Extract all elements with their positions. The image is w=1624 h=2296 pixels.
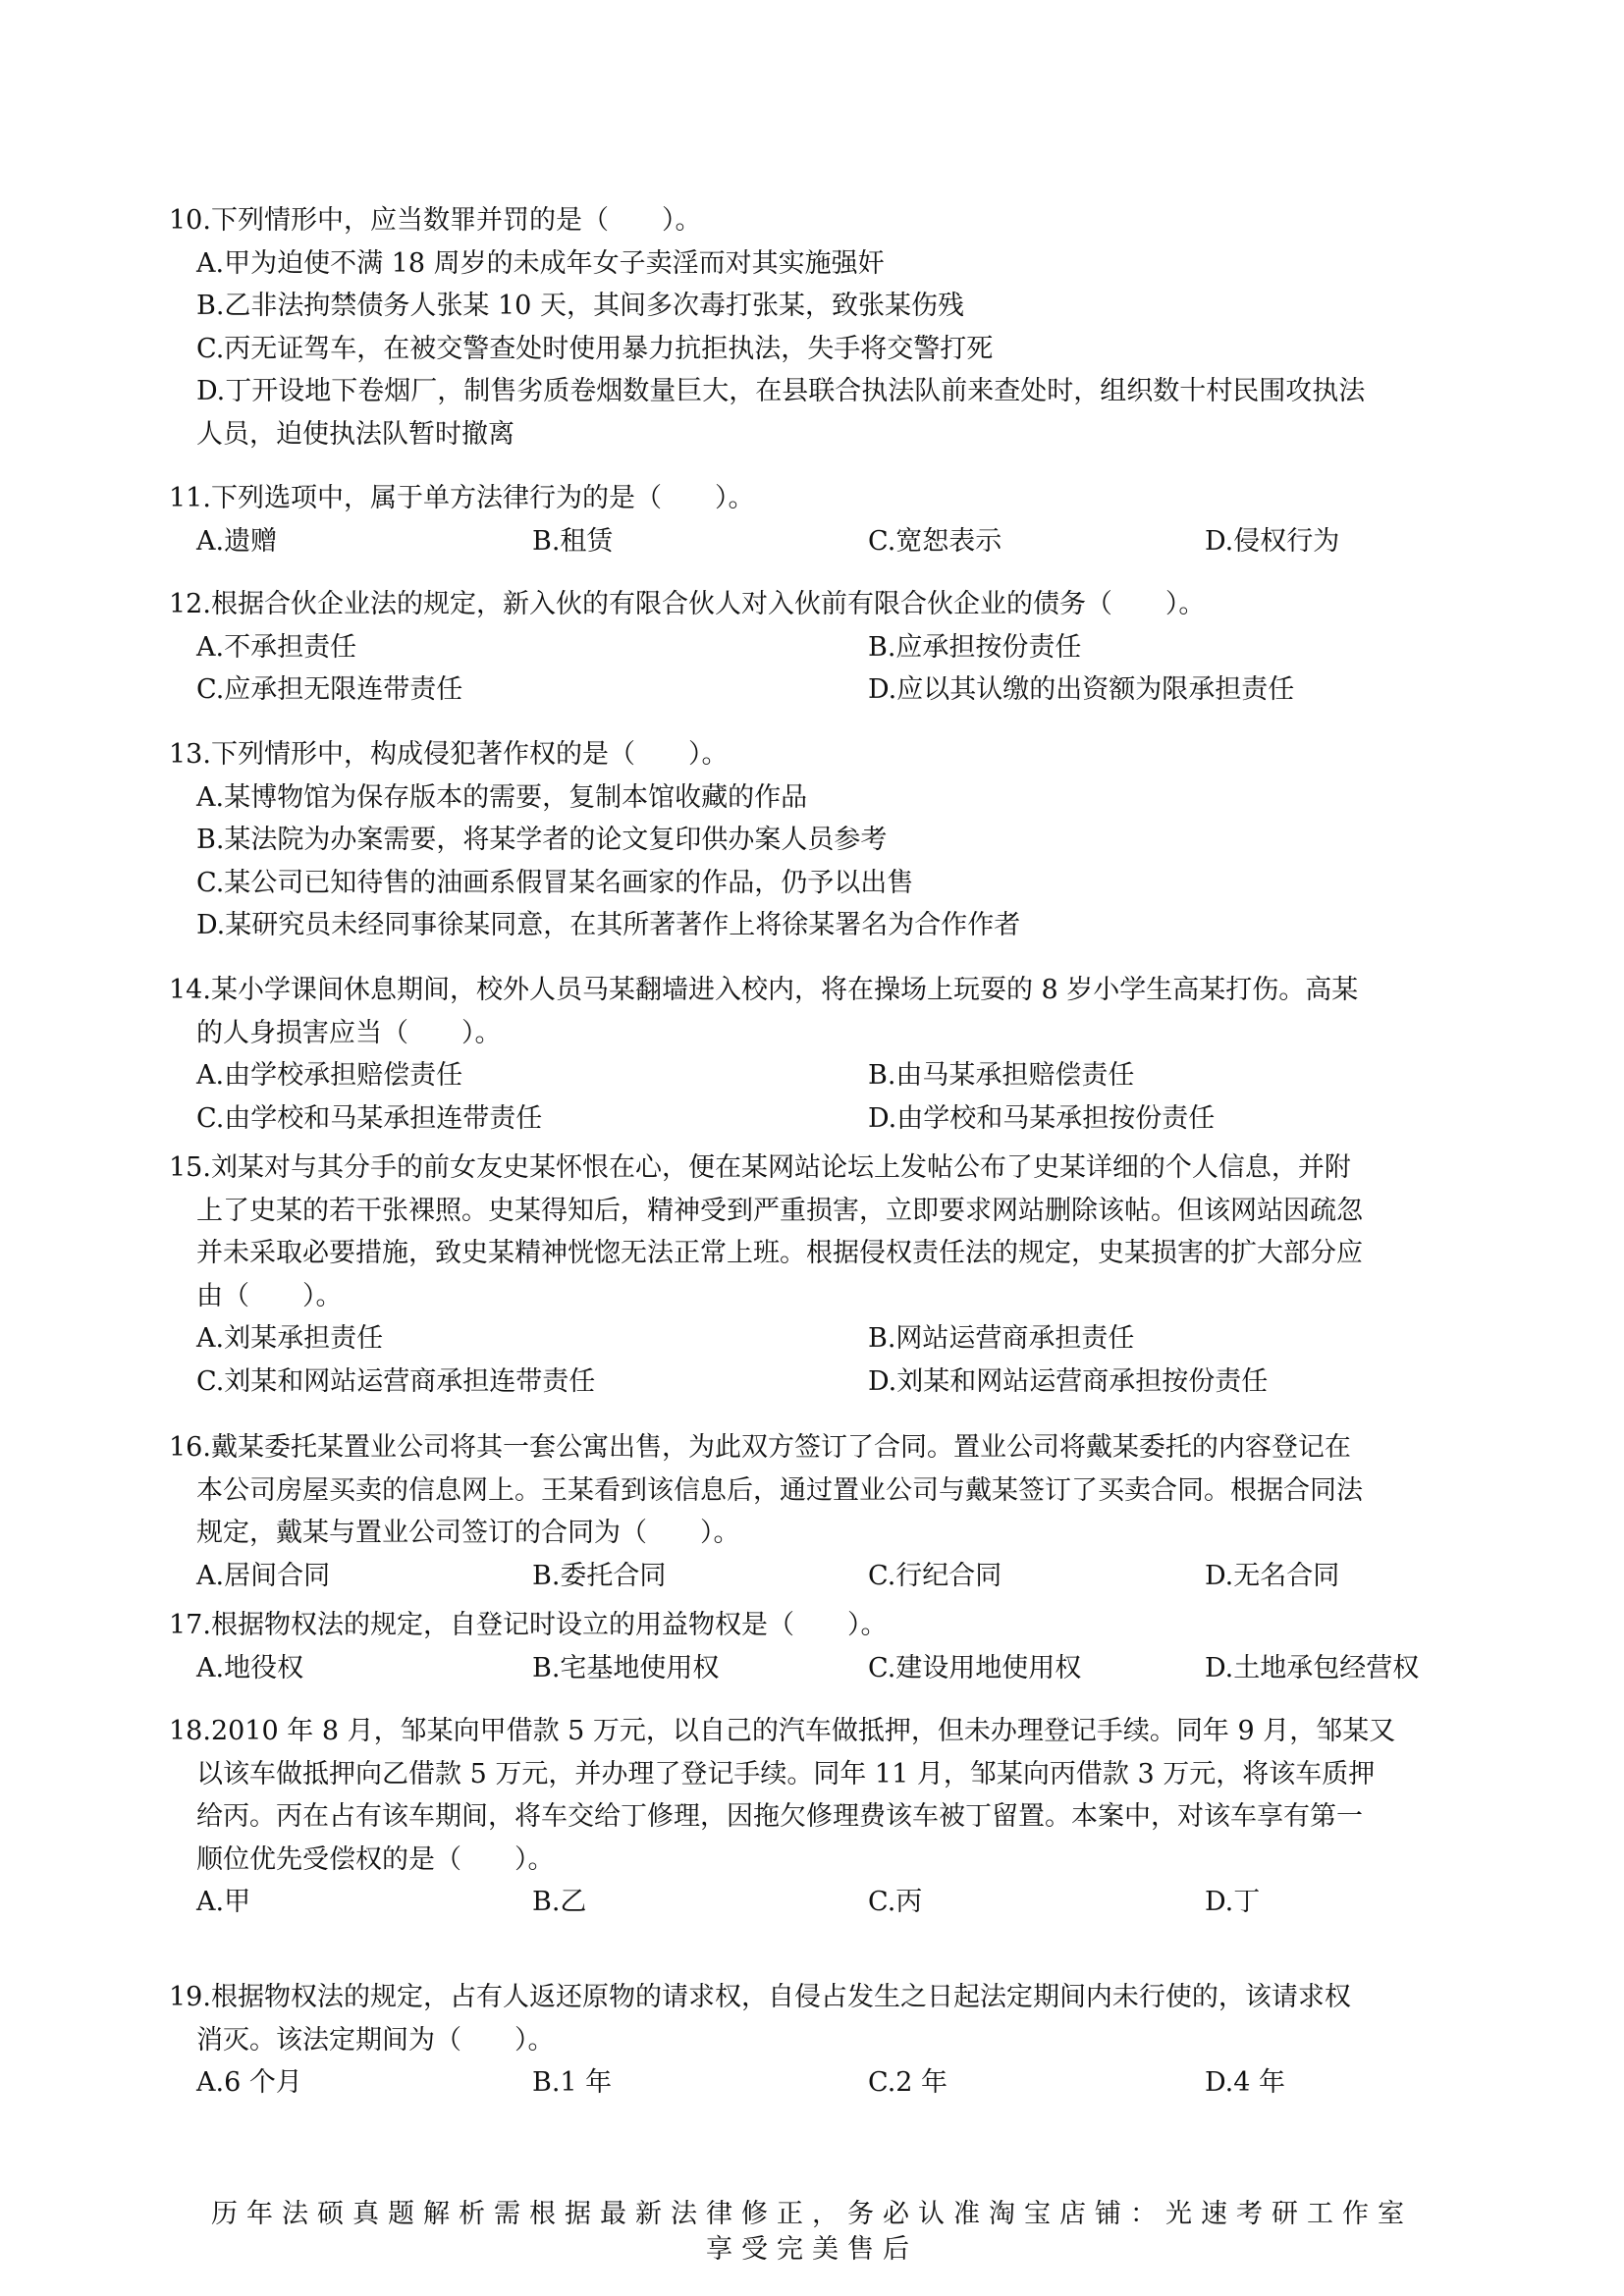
answer-option: A.地役权 <box>196 1652 304 1683</box>
answer-option: A.不承担责任 <box>196 631 357 663</box>
option-line: D.某研究员未经同事徐某同意，在其所著著作上将徐某署名为合作作者 <box>196 910 1021 940</box>
question-stem: 18.2010 年 8 月，邹某向甲借款 5 万元，以自己的汽车做抵押，但未办理登记手续。同年 9 月，邹某又 <box>169 1716 1396 1746</box>
option-line: C.某公司已知待售的油画系假冒某名画家的作品，仍予以出售 <box>196 867 914 898</box>
answer-option: D.应以其认缴的出资额为限承担责任 <box>868 674 1295 705</box>
option-row <box>169 1054 1460 1097</box>
option-row <box>169 668 1460 712</box>
page-footer <box>0 2197 1624 2268</box>
answer-option: A.6 个月 <box>196 2067 302 2098</box>
question-stem-continued: 以该车做抵押向乙借款 5 万元，并办理了登记手续。同年 11 月，邹某向丙借款 3 万元，将该车质押 <box>196 1758 1376 1789</box>
answer-option: C.刘某和网站运营商承担连带责任 <box>196 1365 596 1397</box>
question-block <box>169 1604 1460 1689</box>
option-row <box>169 2061 1460 2105</box>
question-block <box>169 969 1460 1140</box>
answer-option: C.宽恕表示 <box>868 525 1002 557</box>
answer-option: C.建设用地使用权 <box>868 1652 1082 1683</box>
answer-option: B.委托合同 <box>532 1560 667 1591</box>
answer-option: D.侵权行为 <box>1205 525 1340 557</box>
option-row <box>169 1317 1460 1361</box>
answer-option: C.行纪合同 <box>868 1560 1002 1591</box>
answer-option: C.由学校和马某承担连带责任 <box>196 1102 543 1134</box>
answer-option: A.居间合同 <box>196 1560 331 1591</box>
question-stem: 17.根据物权法的规定，自登记时设立的用益物权是（ ）。 <box>169 1610 888 1640</box>
question-block <box>169 199 1460 455</box>
answer-option: B.宅基地使用权 <box>532 1652 720 1683</box>
option-row <box>169 1361 1460 1404</box>
footer-line-2: 享受完美售后 <box>706 2234 918 2265</box>
answer-option: D.无名合同 <box>1205 1560 1340 1591</box>
question-stem-continued: 顺位优先受偿权的是（ ）。 <box>196 1843 555 1875</box>
question-stem: 11.下列选项中，属于单方法律行为的是（ ）。 <box>169 483 755 513</box>
question-stem-continued: 消灭。该法定期间为（ ）。 <box>196 2024 555 2056</box>
question-block <box>169 733 1460 947</box>
question-block <box>169 583 1460 712</box>
question-stem-continued: 的人身损害应当（ ）。 <box>196 1017 502 1048</box>
question-block <box>169 477 1460 562</box>
question-stem-continued: 并未采取必要措施，致史某精神恍惚无法正常上班。根据侵权责任法的规定，史某损害的扩大部分应 <box>196 1238 1363 1268</box>
answer-option: B.乙 <box>532 1887 587 1917</box>
question-stem: 10.下列情形中，应当数罪并罚的是（ ）。 <box>169 205 702 236</box>
answer-option: C.应承担无限连带责任 <box>196 674 463 705</box>
option-line: A.甲为迫使不满 18 周岁的未成年女子卖淫而对其实施强奸 <box>196 247 885 279</box>
question-stem: 13.下列情形中，构成侵犯著作权的是（ ）。 <box>169 739 729 770</box>
option-line: C.丙无证驾车，在被交警查处时使用暴力抗拒执法，失手将交警打死 <box>196 333 994 364</box>
answer-option: B.由马某承担赔偿责任 <box>868 1060 1135 1091</box>
question-stem: 14.某小学课间休息期间，校外人员马某翻墙进入校内，将在操场上玩耍的 8 岁小学生高某打伤。高某 <box>169 975 1359 1005</box>
answer-option: A.刘某承担责任 <box>196 1323 384 1354</box>
answer-option: B.租赁 <box>532 525 614 557</box>
question-block <box>169 1710 1460 1924</box>
answer-option: D.4 年 <box>1205 2067 1286 2098</box>
question-block <box>169 1976 1460 2105</box>
question-stem: 12.根据合伙企业法的规定，新入伙的有限合伙人对入伙前有限合伙企业的债务（ ）。 <box>169 589 1206 619</box>
question-stem-continued: 给丙。丙在占有该车期间，将车交给丁修理，因拖欠修理费该车被丁留置。本案中，对该车享有第一 <box>196 1801 1363 1832</box>
answer-option: B.1 年 <box>532 2067 613 2098</box>
option-line: A.某博物馆为保存版本的需要，复制本馆收藏的作品 <box>196 781 808 813</box>
answer-option: D.刘某和网站运营商承担按份责任 <box>868 1365 1269 1397</box>
question-stem: 19.根据物权法的规定，占有人返还原物的请求权，自侵占发生之日起法定期间内未行使的，该请求权 <box>169 1982 1351 2012</box>
option-row <box>169 1555 1460 1598</box>
option-row <box>169 626 1460 669</box>
option-line: 人员，迫使执法队暂时撤离 <box>196 418 514 450</box>
answer-option: A.由学校承担赔偿责任 <box>196 1060 463 1091</box>
option-row <box>169 1097 1460 1141</box>
option-row <box>169 1881 1460 1924</box>
question-stem: 16.戴某委托某置业公司将其一套公寓出售，为此双方签订了合同。置业公司将戴某委托的内容登记在 <box>169 1432 1351 1463</box>
answer-option: D.由学校和马某承担按份责任 <box>868 1102 1216 1134</box>
option-line: D.丁开设地下卷烟厂，制售劣质卷烟数量巨大，在县联合执法队前来查处时，组织数十村民围攻执法 <box>196 376 1366 406</box>
answer-option: D.丁 <box>1205 1887 1261 1917</box>
answer-option: C.丙 <box>868 1887 923 1917</box>
answer-option: A.甲 <box>196 1887 251 1917</box>
question-stem-continued: 规定，戴某与置业公司签订的合同为（ ）。 <box>196 1518 740 1548</box>
answer-option: A.遗赠 <box>196 525 278 557</box>
option-row <box>169 520 1460 563</box>
footer-line-1: 历年法硕真题解析需根据最新法律修正，务必认准淘宝店铺：光速考研工作室 <box>211 2199 1413 2229</box>
question-stem-continued: 由（ ）。 <box>196 1280 343 1311</box>
option-line: B.乙非法拘禁债务人张某 10 天，其间多次毒打张某，致张某伤残 <box>196 291 964 321</box>
answer-option: D.土地承包经营权 <box>1205 1652 1420 1683</box>
answer-option: B.网站运营商承担责任 <box>868 1323 1135 1354</box>
question-stem-continued: 上了史某的若干张裸照。史某得知后，精神受到严重损害，立即要求网站删除该帖。但该网站因疏忽 <box>196 1195 1363 1226</box>
question-block <box>169 1426 1460 1597</box>
question-stem: 15.刘某对与其分手的前女友史某怀恨在心，便在某网站论坛上发帖公布了史某详细的个人信息，并附 <box>169 1152 1351 1183</box>
question-stem-continued: 本公司房屋买卖的信息网上。王某看到该信息后，通过置业公司与戴某签订了买卖合同。根据合同法 <box>196 1474 1363 1506</box>
answer-option: B.应承担按份责任 <box>868 631 1082 663</box>
option-row <box>169 1647 1460 1690</box>
answer-option: C.2 年 <box>868 2067 948 2098</box>
question-block <box>169 1147 1460 1403</box>
option-line: B.某法院为办案需要，将某学者的论文复印供办案人员参考 <box>196 825 888 855</box>
